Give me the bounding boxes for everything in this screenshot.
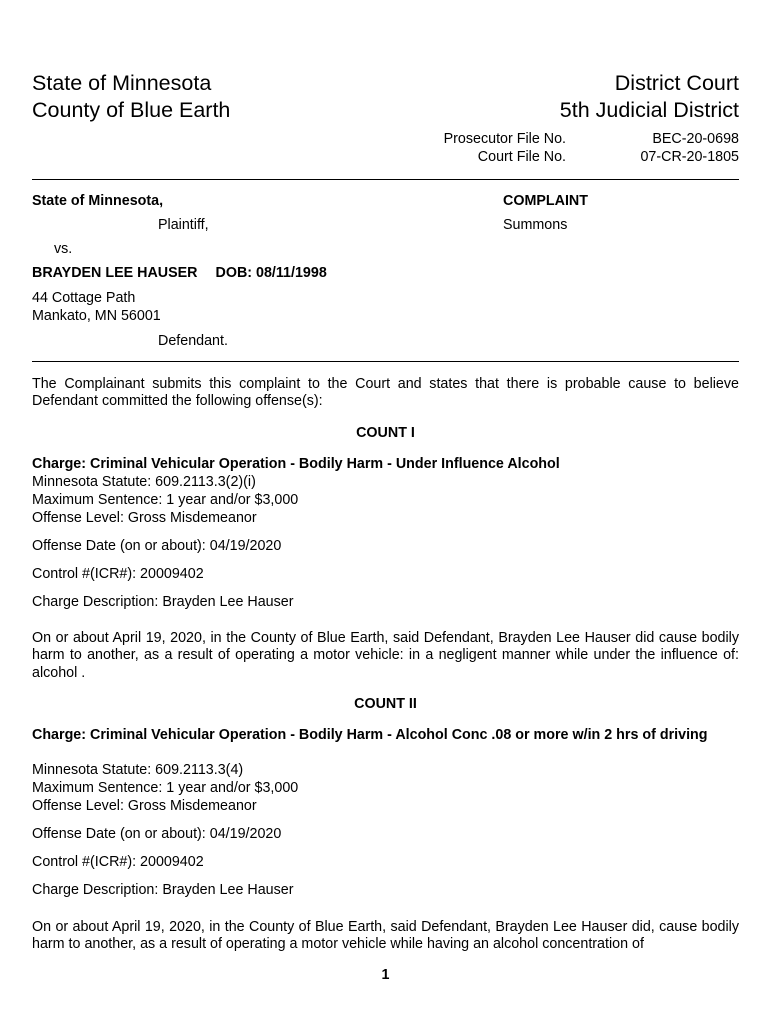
offense-date: Offense Date (on or about): 04/19/2020 <box>32 538 282 554</box>
statute: Minnesota Statute: 609.2113.3(2)(i) <box>32 474 256 490</box>
court-file-label: Court File No. <box>477 149 566 165</box>
charge-title: Charge: Criminal Vehicular Operation - Bodily Harm - Alcohol Conc .08 or more w/in 2 hrs of driving <box>32 727 708 743</box>
defendant-address-line1: 44 Cottage Path <box>32 290 136 306</box>
intro-paragraph: The Complainant submits this complaint to the Court and states that there is probable cause to believe Defendant committed the following offense(s): <box>32 376 739 410</box>
statute: Minnesota Statute: 609.2113.3(4) <box>32 762 244 778</box>
prosecutor-file-value: BEC-20-0698 <box>652 131 739 147</box>
header-divider <box>32 179 739 180</box>
charge-description: Charge Description: Brayden Lee Hauser <box>32 594 294 610</box>
prosecutor-file-label: Prosecutor File No. <box>443 131 566 147</box>
charge-title: Charge: Criminal Vehicular Operation - Bodily Harm - Under Influence Alcohol <box>32 456 560 472</box>
state-heading: State of Minnesota <box>32 71 212 95</box>
charge-description: Charge Description: Brayden Lee Hauser <box>32 882 294 898</box>
offense-level: Offense Level: Gross Misdemeanor <box>32 510 257 526</box>
document-type: COMPLAINT <box>503 193 588 209</box>
county-heading: County of Blue Earth <box>32 98 231 122</box>
page-number: 1 <box>381 967 390 983</box>
defendant-address-line2: Mankato, MN 56001 <box>32 308 161 324</box>
court-heading: District Court <box>614 71 739 95</box>
count-heading: COUNT II <box>354 696 417 712</box>
offense-level: Offense Level: Gross Misdemeanor <box>32 798 257 814</box>
defendant-dob: DOB: 08/11/1998 <box>215 265 327 281</box>
defendant-name: BRAYDEN LEE HAUSER <box>32 265 198 281</box>
court-file-value: 07-CR-20-1805 <box>640 149 739 165</box>
max-sentence: Maximum Sentence: 1 year and/or $3,000 <box>32 780 299 796</box>
complaint-page <box>32 0 739 1024</box>
offense-date: Offense Date (on or about): 04/19/2020 <box>32 826 282 842</box>
caption-divider <box>32 361 739 362</box>
district-heading: 5th Judicial District <box>559 98 739 122</box>
plaintiff-role: Plaintiff, <box>158 217 209 233</box>
count-narrative: On or about April 19, 2020, in the County of Blue Earth, said Defendant, Brayden Lee Hauser did cause bodily harm to another, as a result of operating a motor vehicle: in a negligent manner while under the influence of: alcohol . <box>32 630 739 681</box>
plaintiff-name: State of Minnesota, <box>32 193 164 209</box>
versus-label: vs. <box>54 241 73 257</box>
count-heading: COUNT I <box>356 425 415 441</box>
defendant-role: Defendant. <box>158 333 228 349</box>
max-sentence: Maximum Sentence: 1 year and/or $3,000 <box>32 492 299 508</box>
defendant-line <box>32 265 327 282</box>
document-subtype: Summons <box>503 217 568 233</box>
control-number: Control #(ICR#): 20009402 <box>32 566 204 582</box>
file-numbers <box>432 131 739 167</box>
control-number: Control #(ICR#): 20009402 <box>32 854 204 870</box>
count-narrative: On or about April 19, 2020, in the County of Blue Earth, said Defendant, Brayden Lee Hauser did, cause bodily harm to another, as a result of operating a motor vehicle while having an alcohol concentration of <box>32 919 739 953</box>
